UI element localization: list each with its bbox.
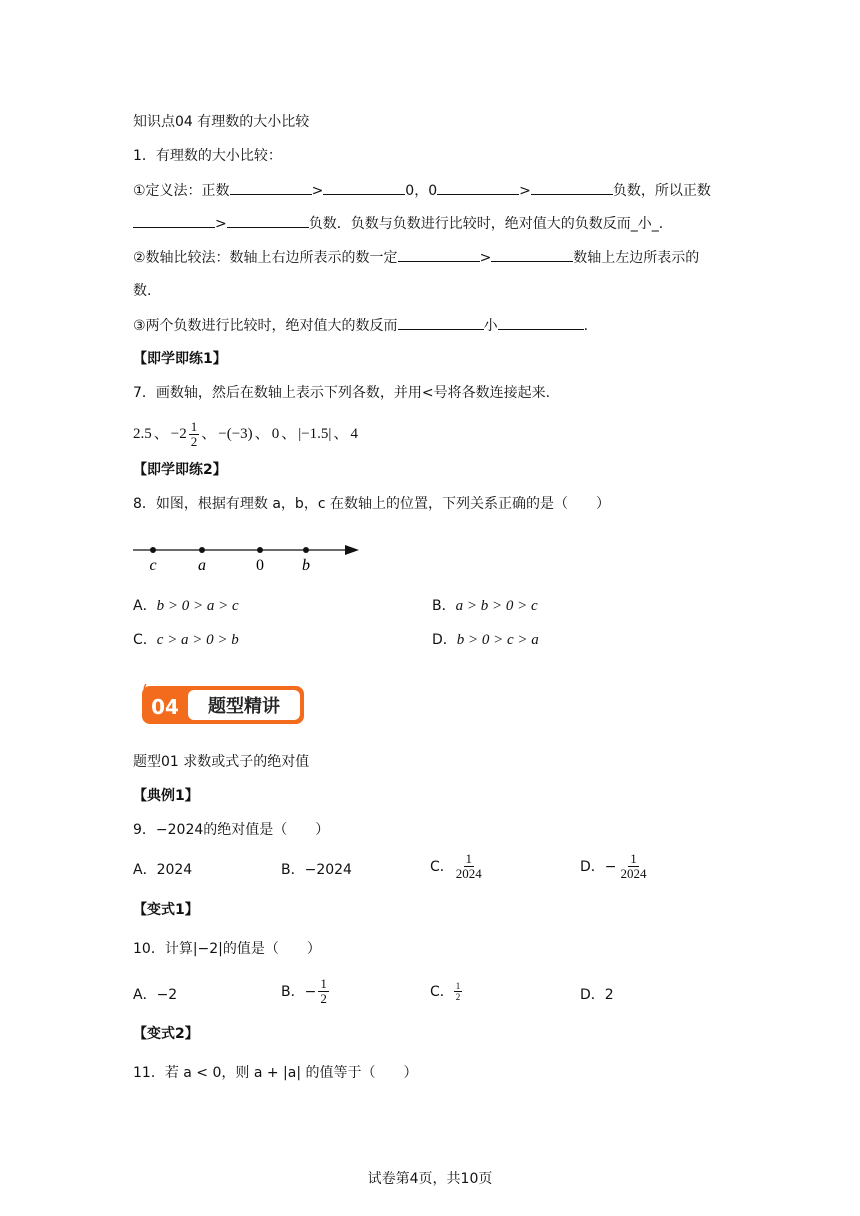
fraction-denominator: 2 xyxy=(190,433,198,449)
number-list xyxy=(133,416,358,452)
example-1-label: 【典例1】 xyxy=(133,788,199,804)
label-a: a xyxy=(198,557,206,574)
axis-text-b: 数轴上左边所表示的 xyxy=(573,250,700,266)
option-letter: A． xyxy=(133,987,157,1003)
number-4: 4 xyxy=(350,426,358,442)
negative-compare-line xyxy=(133,315,588,336)
option-fraction xyxy=(454,981,463,1002)
separator: 、 xyxy=(153,426,169,442)
blank xyxy=(133,213,215,228)
q8-option-a[interactable] xyxy=(133,596,239,616)
practice-2-label: 【即学即练2】 xyxy=(133,462,227,478)
axis-text-a: ②数轴比较法：数轴上右边所表示的数一定 xyxy=(133,250,398,266)
option-text: b > 0 > c > a xyxy=(456,632,539,648)
q10-option-a[interactable] xyxy=(133,985,177,1005)
blank xyxy=(398,247,480,262)
option-fraction xyxy=(454,852,484,881)
axis-method-line xyxy=(133,247,699,268)
axis-method-line-2: 数. xyxy=(133,283,152,299)
q10-option-d[interactable] xyxy=(580,985,614,1005)
blank xyxy=(323,180,405,195)
number-line-figure xyxy=(133,536,365,576)
question-8: 8．如图，根据有理数 a，b，c 在数轴上的位置，下列关系正确的是（ ） xyxy=(133,496,610,512)
option-letter: B． xyxy=(281,983,305,1000)
number-0: 0 xyxy=(271,426,280,442)
gt-symbol: > xyxy=(311,183,324,199)
definition-text-b: 0，0 xyxy=(405,183,438,199)
definition-method-line-2 xyxy=(133,213,663,234)
option-letter: C． xyxy=(430,858,454,875)
option-text: b > 0 > a > c xyxy=(156,598,239,614)
separator: 、 xyxy=(254,426,270,442)
negative-text-a: ③两个负数进行比较时，绝对值大的数反而 xyxy=(133,318,398,334)
option-letter: A． xyxy=(133,862,157,878)
banner-title: 题型精讲 xyxy=(208,696,280,717)
option-text: −2 xyxy=(156,987,178,1003)
blank xyxy=(491,247,573,262)
page-footer: 试卷第4页，共10页 xyxy=(367,1171,493,1187)
fraction-denominator: 2 xyxy=(455,992,461,1002)
option-letter: B． xyxy=(281,862,305,878)
blank xyxy=(227,213,309,228)
mixed-number-fraction xyxy=(189,420,200,449)
definition-text-a: ①定义法：正数 xyxy=(133,183,230,199)
banner-number: 04 xyxy=(151,695,179,719)
option-fraction xyxy=(619,852,649,881)
option-letter: D． xyxy=(432,632,457,648)
q10-option-b[interactable] xyxy=(281,977,329,1006)
minus-sign: − xyxy=(304,983,317,1000)
option-text: −2024 xyxy=(304,862,352,878)
fraction-denominator: 2024 xyxy=(620,866,647,881)
fraction-numerator: 1 xyxy=(455,981,461,991)
fraction-numerator: 1 xyxy=(190,418,198,434)
fraction-numerator: 1 xyxy=(320,976,327,991)
blank xyxy=(498,315,584,330)
item-1-heading: 1．有理数的大小比较： xyxy=(133,148,282,164)
number-neg-neg-3: −(−3) xyxy=(218,426,253,442)
minus-sign: − xyxy=(604,858,617,875)
separator: 、 xyxy=(281,426,297,442)
gt-symbol: > xyxy=(479,250,492,266)
point-c xyxy=(150,547,156,553)
point-a xyxy=(199,547,205,553)
definition-method-line xyxy=(133,180,711,201)
option-letter: C． xyxy=(430,983,454,1000)
q10-option-c[interactable] xyxy=(430,981,462,1002)
section-banner xyxy=(140,680,306,726)
q9-option-c[interactable] xyxy=(430,852,484,881)
variant-1-label: 【变式1】 xyxy=(133,902,199,918)
negative-text-b: 小 xyxy=(483,318,498,334)
question-11: 11．若 a < 0，则 a + |a| 的值等于（ ） xyxy=(133,1065,418,1081)
option-letter: A． xyxy=(133,598,157,614)
blank xyxy=(230,180,312,195)
separator: 、 xyxy=(333,426,349,442)
q9-option-b[interactable] xyxy=(281,860,352,880)
type-01-title: 题型01 求数或式子的绝对值 xyxy=(133,754,310,770)
option-letter: B． xyxy=(432,598,456,614)
option-letter: D． xyxy=(580,858,605,875)
q9-option-a[interactable] xyxy=(133,860,192,880)
label-0: 0 xyxy=(256,557,264,574)
fraction-numerator: 1 xyxy=(465,851,473,866)
option-fraction xyxy=(318,977,329,1006)
option-text: 2 xyxy=(604,987,614,1003)
point-b xyxy=(303,547,309,553)
gt-symbol: > xyxy=(519,183,531,199)
arrow-head-icon xyxy=(345,545,359,555)
fraction-denominator: 2024 xyxy=(455,866,482,881)
question-9: 9．−2024的绝对值是（ ） xyxy=(133,822,330,838)
option-text: 2024 xyxy=(156,862,193,878)
blank xyxy=(398,315,484,330)
blank xyxy=(437,180,519,195)
option-letter: D． xyxy=(580,987,605,1003)
label-c: c xyxy=(149,557,157,574)
q8-option-b[interactable] xyxy=(432,596,538,616)
option-text: c > a > 0 > b xyxy=(156,632,239,648)
label-b: b xyxy=(302,557,310,574)
fraction-numerator: 1 xyxy=(630,851,637,866)
practice-1-label: 【即学即练1】 xyxy=(133,351,227,367)
number-2-5: 2.5 xyxy=(133,426,152,442)
section-title: 知识点04 有理数的大小比较 xyxy=(133,114,310,130)
q9-option-d[interactable] xyxy=(580,852,649,881)
number-abs-1-5: |−1.5| xyxy=(298,426,332,442)
variant-2-label: 【变式2】 xyxy=(133,1026,199,1042)
definition-text-d: 负数．负数与负数进行比较时，绝对值大的负数反而_小_. xyxy=(308,216,664,232)
blank xyxy=(531,180,613,195)
separator: 、 xyxy=(201,426,217,442)
q8-option-c[interactable] xyxy=(133,630,239,650)
q8-option-d[interactable] xyxy=(432,630,539,650)
question-7: 7．画数轴，然后在数轴上表示下列各数，并用<号将各数连接起来. xyxy=(133,385,551,401)
gt-symbol: > xyxy=(215,216,227,232)
mixed-number-whole: −2 xyxy=(170,426,187,442)
fraction-denominator: 2 xyxy=(320,991,327,1006)
negative-text-c: . xyxy=(583,318,589,334)
option-letter: C． xyxy=(133,632,157,648)
option-text: a > b > 0 > c xyxy=(455,598,538,614)
point-0 xyxy=(257,547,263,553)
definition-text-c: 负数，所以正数 xyxy=(612,183,711,199)
question-10: 10．计算|−2|的值是（ ） xyxy=(133,941,321,957)
